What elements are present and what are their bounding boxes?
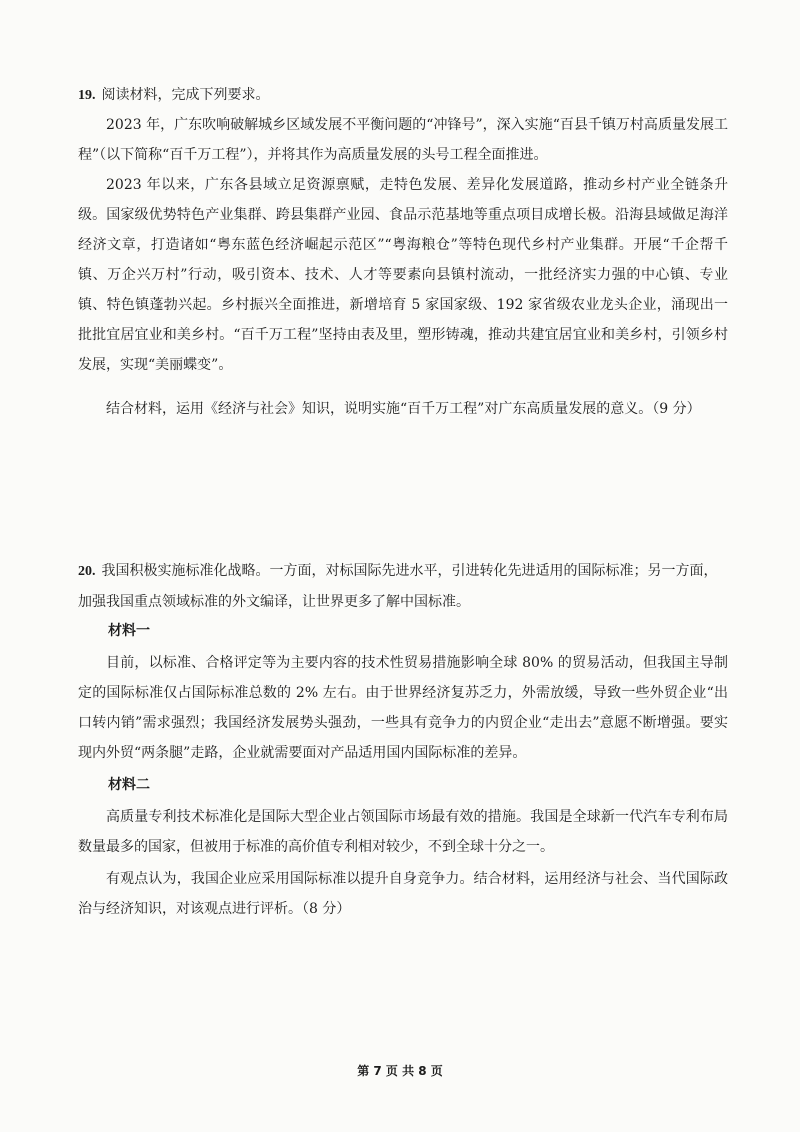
question-20-intro: 我国积极实施标准化战略。一方面，对标国际先进水平，引进转化先进适用的国际标准；另一方面，加强我国重点领域标准的外文编译，让世界更多了解中国标准。 [78,563,718,610]
question-20-task: 有观点认为，我国企业应采用国际标准以提升自身竞争力。结合材料，运用经济与社会、当代国际政治与经济知识，对该观点进行评析。（8 分） [78,871,728,917]
question-19-prompt: 阅读材料，完成下列要求。 [101,87,270,103]
material-2-label: 材料二 [108,777,150,793]
page-number-footer: 第 7 页 共 8 页 [357,1064,443,1078]
question-19-number: 19. [78,88,96,103]
question-19-material-paragraph-2: 2023 年以来，广东各县域立足资源禀赋，走特色发展、差异化发展道路，推动乡村产业全链条升级。国家级优势特色产业集群、跨县集群产业园、食品示范基地等重点项目成增长极。沿海县域做足海洋经济文章，打造诸如“粤东蓝色经济崛起示范区”“粤海粮仓”等特色现代乡村产业集群。开展“千企帮千镇、万企兴万村”行动，吸引资本、技术、人才等要素向县镇村流动，一批经济实力强的中心镇、专业镇、特色镇蓬勃兴起。乡村振兴全面推进，新增培育 5 家国家级、192 家省级农业龙头企业，涌现出一批批宜居宜业和美乡村。“百千万工程”坚持由表及里，塑形铸魂，推动共建宜居宜业和美乡村，引领乡村发展，实现“美丽蝶变”。 [78,177,728,373]
material-2-text: 高质量专利技术标准化是国际大型企业占领国际市场最有效的措施。我国是全球新一代汽车专利布局数量最多的国家，但被用于标准的高价值专利相对较少，不到全球十分之一。 [78,809,728,855]
material-1-text: 目前，以标准、合格评定等为主要内容的技术性贸易措施影响全球 80% 的贸易活动，但我国主导制定的国际标准仅占国际标准总数的 2% 左右。由于世界经济复苏乏力，外需放缓，导致一些外贸企业“出口转内销”需求强烈；我国经济发展势头强劲，一些具有竞争力的内贸企业“走出去”意愿不断增强。要实现内外贸“两条腿”走路，企业就需要面对产品适用国内国际标准的差异。 [78,655,728,761]
question-20-header [78,556,728,617]
material-1-label: 材料一 [108,623,150,639]
question-19-material-paragraph-1: 2023 年，广东吹响破解城乡区域发展不平衡问题的“冲锋号”，深入实施“百县千镇万村高质量发展工程”（以下简称“百千万工程”），并将其作为高质量发展的头号工程全面推进。 [78,117,728,163]
question-19-task: 结合材料，运用《经济与社会》知识，说明实施“百千万工程”对广东高质量发展的意义。（9 分） [106,401,701,417]
question-20-number: 20. [78,564,96,579]
question-19-header [78,80,728,111]
